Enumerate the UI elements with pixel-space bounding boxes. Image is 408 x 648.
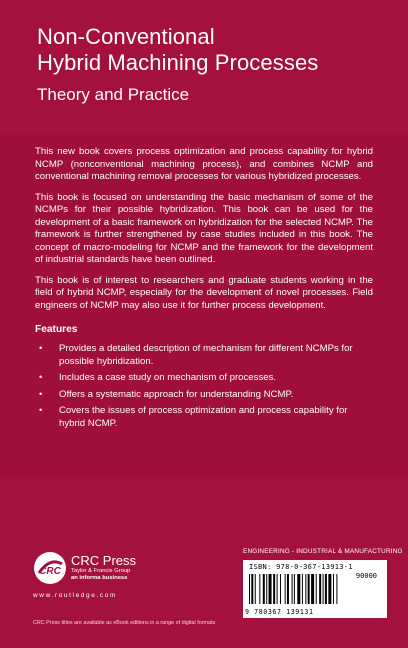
feature-text: Provides a detailed description of mechanism for different NCMPs for possible hybridization.	[59, 343, 353, 367]
description-paragraph-3: This book is of interest to researchers and graduate students working in the field of hybrid NCMP, especially for the development of novel processes. Field engineers of NCMP may also use it for further process development.	[35, 274, 373, 311]
bullet-icon: •	[39, 405, 43, 416]
title-line-1: Non-Conventional	[37, 24, 215, 49]
publisher-name: CRC Press	[71, 553, 137, 568]
ebook-note: CRC Press titles are available as eBook editions in a range of digital formats	[33, 620, 216, 626]
bullet-icon: •	[39, 372, 43, 383]
isbn-text: ISBN: 978-0-367-13913-1	[249, 563, 353, 571]
features-list	[35, 343, 373, 430]
features-heading: Features	[35, 324, 78, 335]
feature-item	[35, 389, 373, 402]
logo-text: CRC	[39, 566, 61, 577]
feature-item	[35, 372, 373, 385]
title-block	[37, 24, 397, 106]
feature-item	[35, 343, 373, 368]
title-line-2: Hybrid Machining Processes	[37, 50, 319, 75]
barcode-number: 9 780367 139131	[245, 608, 314, 616]
description-paragraph-1: This new book covers process optimization and process capability for hybrid NCMP (nonconventional machining process), and combines NCMP and conventional machining removal processes for various hybridized processes.	[35, 146, 373, 182]
barcode-icon	[245, 574, 385, 604]
book-subtitle: Theory and Practice	[37, 85, 190, 104]
bullet-icon: •	[39, 343, 43, 354]
book-title	[37, 24, 397, 76]
isbn-barcode	[243, 560, 387, 618]
bullet-icon: •	[39, 388, 43, 400]
publisher-group-line-2: an informa business	[71, 575, 128, 581]
feature-text: Includes a case study on mechanism of processes.	[59, 372, 277, 383]
crc-logo-icon	[33, 551, 67, 585]
description-text	[35, 146, 373, 434]
feature-text: Covers the issues of process optimization and process capability for hybrid NCMP.	[59, 405, 348, 429]
publisher-website: www.routledge.com	[33, 592, 117, 599]
description-paragraph-2: This book is focused on understanding the basic mechanism of some of the NCMPs for their possible hybridization. This book can be used for the development of a basic framework on hybridization for the selected NCMP. The framework is further strengthened by case studies included in this book. The concept of macro-modeling for NCMP and the framework for the development of industrial standards have been outlined.	[35, 191, 373, 265]
price-code: 90000	[355, 572, 377, 580]
publisher-group	[71, 568, 130, 582]
feature-item	[35, 405, 373, 430]
feature-text: Offers a systematic approach for understanding NCMP.	[59, 388, 294, 400]
subject-category: ENGINEERING - INDUSTRIAL & MANUFACTURING	[243, 548, 403, 555]
publisher-group-line-1: Taylor & Francis Group	[71, 568, 131, 574]
